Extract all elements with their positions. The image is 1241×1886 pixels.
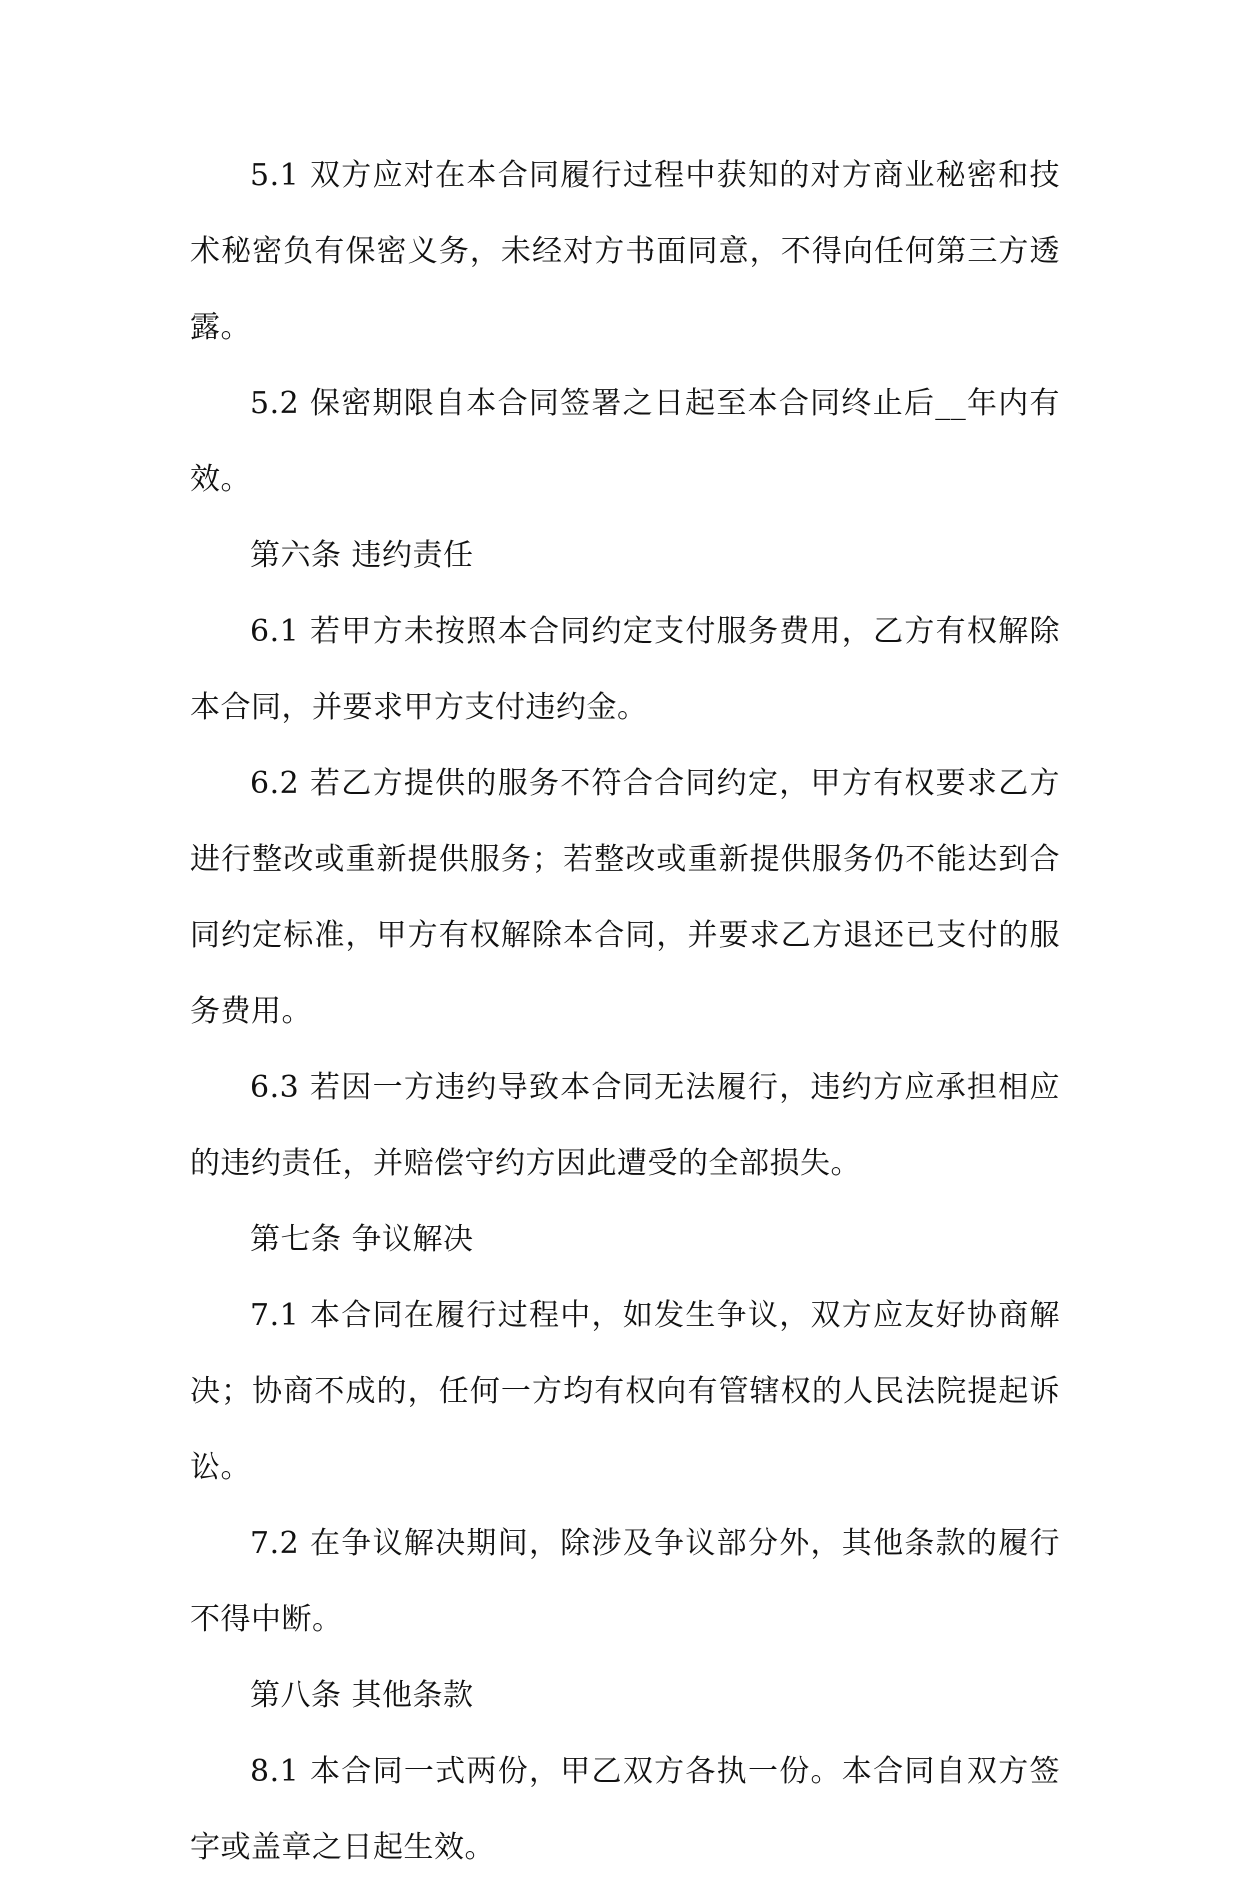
- clause-6-3: 6.3 若因一方违约导致本合同无法履行，违约方应承担相应的违约责任，并赔偿守约方因此遭受的全部损失。: [190, 1070, 1060, 1181]
- document-page: [190, 138, 1060, 1886]
- clause-7-1: 7.1 本合同在履行过程中，如发生争议，双方应友好协商解决；协商不成的，任何一方均有权向有管辖权的人民法院提起诉讼。: [190, 1298, 1060, 1485]
- article-8-heading: 第八条 其他条款: [250, 1678, 474, 1713]
- clause-8-1: 8.1 本合同一式两份，甲乙双方各执一份。本合同自双方签字或盖章之日起生效。: [190, 1754, 1060, 1865]
- article-6-heading: 第六条 违约责任: [250, 538, 474, 573]
- clause-5-1: 5.1 双方应对在本合同履行过程中获知的对方商业秘密和技术秘密负有保密义务，未经对方书面同意，不得向任何第三方透露。: [190, 158, 1060, 345]
- clause-5-2: 5.2 保密期限自本合同签署之日起至本合同终止后__年内有效。: [190, 386, 1060, 497]
- clause-6-1: 6.1 若甲方未按照本合同约定支付服务费用，乙方有权解除本合同，并要求甲方支付违约金。: [190, 614, 1060, 725]
- clause-6-2: 6.2 若乙方提供的服务不符合合同约定，甲方有权要求乙方进行整改或重新提供服务；若整改或重新提供服务仍不能达到合同约定标准，甲方有权解除本合同，并要求乙方退还已支付的服务费用。: [190, 766, 1060, 1029]
- article-7-heading: 第七条 争议解决: [250, 1222, 474, 1257]
- clause-7-2: 7.2 在争议解决期间，除涉及争议部分外，其他条款的履行不得中断。: [190, 1526, 1060, 1637]
